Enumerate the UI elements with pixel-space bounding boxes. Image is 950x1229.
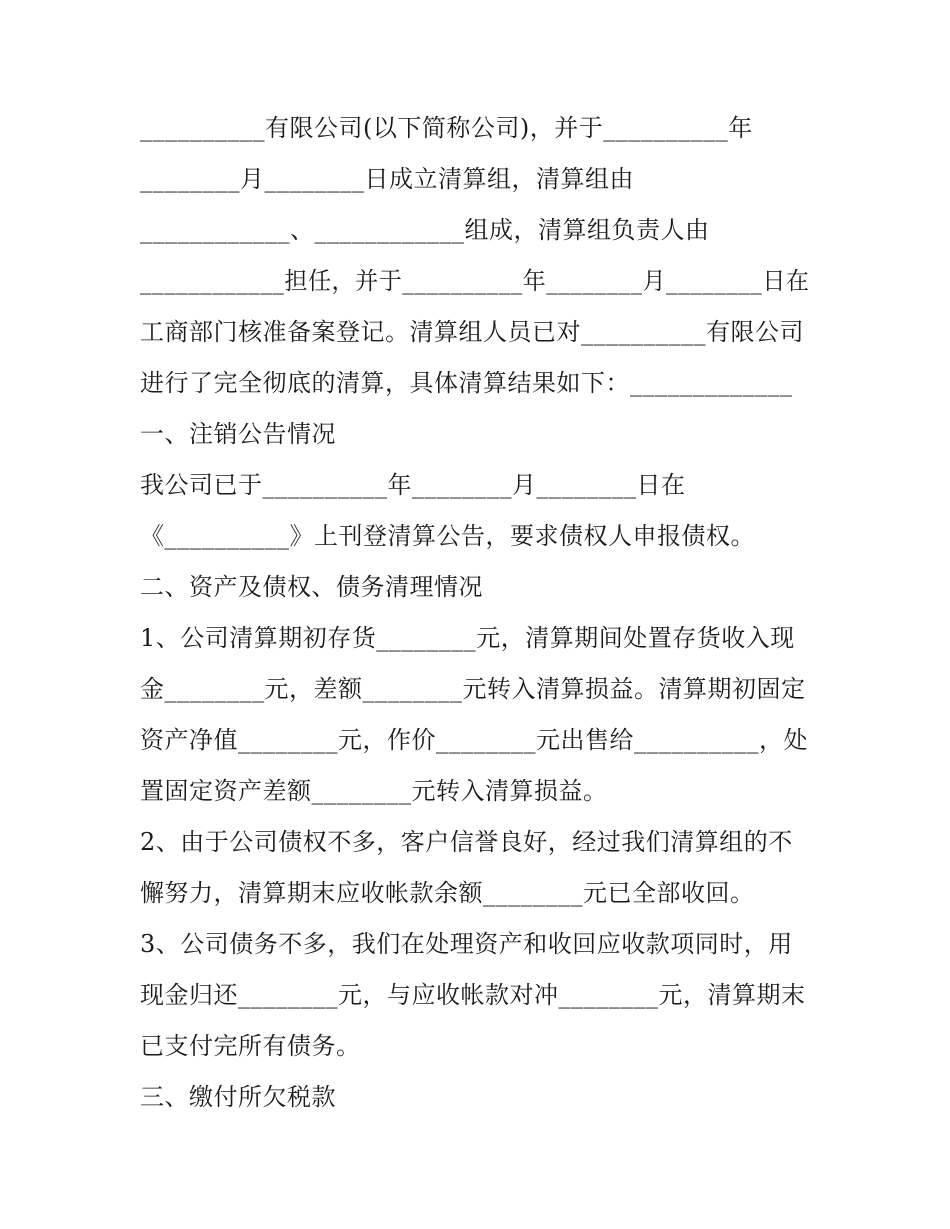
section-heading: 一、注销公告情况 xyxy=(140,420,336,448)
text-line: 3、公司债务不多，我们在处理资产和收回应收款项同时，用 xyxy=(140,930,793,958)
text-line: 资产净值________元，作价________元出售给__________，处 xyxy=(140,726,808,754)
text-line: 工商部门核准备案登记。清算组人员已对__________有限公司 xyxy=(140,318,804,346)
text-line: 2、由于公司债权不多，客户信誉良好，经过我们清算组的不 xyxy=(140,828,793,856)
text-line: ________月________日成立清算组，清算组由 xyxy=(140,165,634,193)
text-line: 置固定资产差额________元转入清算损益。 xyxy=(140,777,608,805)
text-line: __________有限公司(以下简称公司)，并于__________年 xyxy=(140,114,753,142)
text-line: ____________担任，并于__________年________月________日在 xyxy=(140,267,810,295)
text-line: 1、公司清算期初存货________元，清算期间处置存货收入现 xyxy=(140,624,795,652)
text-line: 现金归还________元，与应收帐款对冲________元，清算期末 xyxy=(140,981,806,1009)
text-line: 懈努力，清算期末应收帐款余额________元已全部收回。 xyxy=(140,879,755,907)
section-heading: 三、缴付所欠税款 xyxy=(140,1083,336,1111)
text-line: 我公司已于__________年________月________日在 xyxy=(140,471,686,499)
text-line: 进行了完全彻底的清算，具体清算结果如下：_____________ xyxy=(140,369,793,397)
text-line: 《__________》上刊登清算公告，要求债权人申报债权。 xyxy=(140,522,755,550)
section-heading: 二、资产及债权、债务清理情况 xyxy=(140,573,483,601)
text-line: 已支付完所有债务。 xyxy=(140,1032,361,1060)
text-line: 金________元，差额________元转入清算损益。清算期初固定 xyxy=(140,675,806,703)
text-line: ____________、____________组成，清算组负责人由 xyxy=(140,216,710,244)
